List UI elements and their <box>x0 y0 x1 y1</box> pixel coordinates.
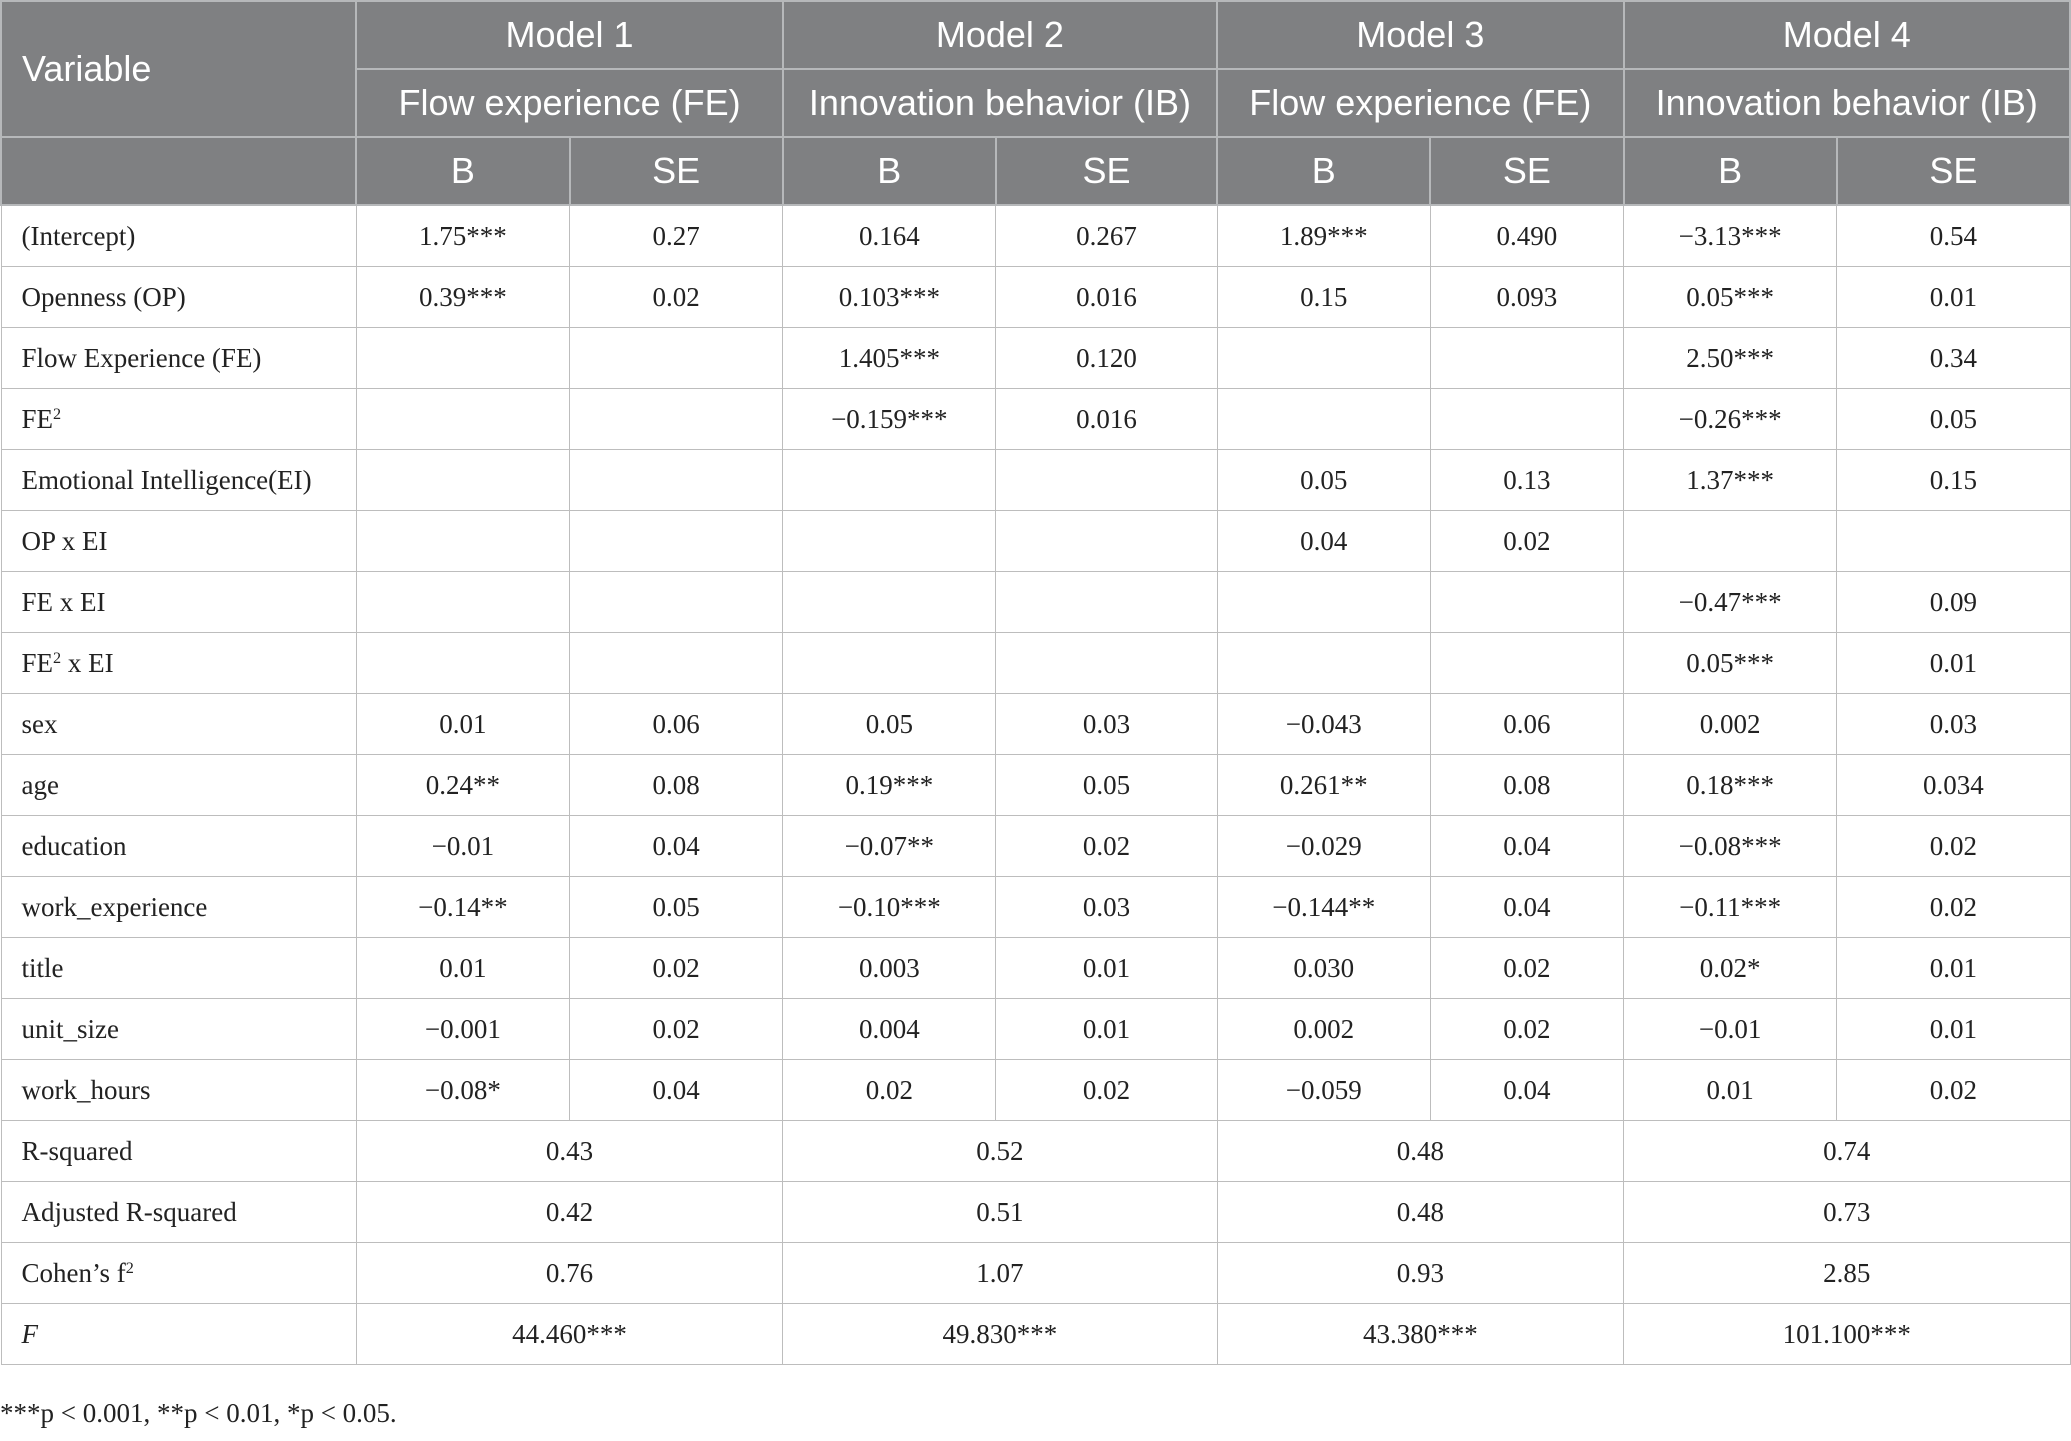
variable-label <box>1 694 356 755</box>
table-row <box>1 450 2070 511</box>
model-2-se-cell: 0.05 <box>996 755 1217 816</box>
variable-label-text: Adjusted R-squared <box>21 1196 237 1227</box>
variable-label-suffix: x EI <box>61 647 114 678</box>
variable-label <box>1 267 356 328</box>
model-1-se-cell: 0.27 <box>570 205 783 267</box>
superscript: 2 <box>53 648 62 667</box>
model-2-b-cell <box>783 450 996 511</box>
variable-label-text: title <box>21 952 64 983</box>
variable-label-text: unit_size <box>21 1013 119 1044</box>
model-4-se-cell: 0.034 <box>1837 755 2070 816</box>
variable-label-text: Flow Experience (FE) <box>21 342 262 373</box>
model-1-b-cell: −0.14** <box>356 877 569 938</box>
model-4-se-cell: 0.01 <box>1837 633 2070 694</box>
table-row <box>1 999 2070 1060</box>
model-4-se-cell: 0.02 <box>1837 1060 2070 1121</box>
model-4-b-header: B <box>1624 137 1837 205</box>
model-2-b-cell: 0.19*** <box>783 755 996 816</box>
model-4-b-cell <box>1624 511 1837 572</box>
model-2-se-cell: 0.01 <box>996 938 1217 999</box>
model-1-b-cell <box>356 328 569 389</box>
model-2-fit-cell: 49.830*** <box>783 1304 1217 1365</box>
model-1-se-cell: 0.04 <box>570 816 783 877</box>
table-row <box>1 511 2070 572</box>
model-1-se-cell: 0.04 <box>570 1060 783 1121</box>
model-1-se-cell: 0.02 <box>570 267 783 328</box>
model-4-b-cell: 1.37*** <box>1624 450 1837 511</box>
variable-label-text: F <box>21 1318 38 1349</box>
model-2-b-cell: −0.159*** <box>783 389 996 450</box>
model-4-se-cell: 0.01 <box>1837 999 2070 1060</box>
table-row <box>1 633 2070 694</box>
variable-label <box>1 1243 356 1304</box>
variable-label <box>1 1182 356 1243</box>
model-2-se-cell: 0.016 <box>996 267 1217 328</box>
model-1-b-cell: 0.39*** <box>356 267 569 328</box>
model-4-se-cell: 0.54 <box>1837 205 2070 267</box>
variable-label-text: R-squared <box>21 1135 133 1166</box>
model-1-b-cell: −0.001 <box>356 999 569 1060</box>
model-3-se-cell: 0.13 <box>1430 450 1623 511</box>
model-1-se-cell <box>570 572 783 633</box>
model-2-fit-cell: 0.51 <box>783 1182 1217 1243</box>
model-4-b-cell: 0.002 <box>1624 694 1837 755</box>
model-4-se-header: SE <box>1837 137 2070 205</box>
header-row-stats <box>1 137 2070 205</box>
model-4-se-cell: 0.05 <box>1837 389 2070 450</box>
model-2-se-cell <box>996 450 1217 511</box>
model-4-fit-cell: 2.85 <box>1624 1243 2071 1304</box>
variable-label-text: (Intercept) <box>21 220 136 251</box>
variable-label <box>1 938 356 999</box>
model-1-se-cell <box>570 633 783 694</box>
model-1-b-header: B <box>356 137 569 205</box>
variable-label <box>1 205 356 267</box>
model-1-se-header: SE <box>570 137 783 205</box>
model-4-b-cell: 2.50*** <box>1624 328 1837 389</box>
model-4-b-cell: −3.13*** <box>1624 205 1837 267</box>
model-4-b-cell: −0.26*** <box>1624 389 1837 450</box>
table-row <box>1 694 2070 755</box>
model-2-b-cell: 0.05 <box>783 694 996 755</box>
model-4-b-cell: 0.02* <box>1624 938 1837 999</box>
model-4-se-cell: 0.09 <box>1837 572 2070 633</box>
model-4-header: Model 4 <box>1624 1 2071 69</box>
variable-label <box>1 877 356 938</box>
table-header <box>1 1 2070 205</box>
model-2-b-cell: 0.164 <box>783 205 996 267</box>
model-3-b-cell <box>1217 633 1430 694</box>
model-4-outcome: Innovation behavior (IB) <box>1624 69 2071 137</box>
variable-label-text: education <box>21 830 127 861</box>
model-4-b-cell: −0.08*** <box>1624 816 1837 877</box>
variable-label-text: Emotional Intelligence(EI) <box>21 464 312 495</box>
model-3-se-cell: 0.02 <box>1430 511 1623 572</box>
model-4-b-cell: 0.18*** <box>1624 755 1837 816</box>
model-1-se-cell <box>570 328 783 389</box>
model-1-se-cell <box>570 450 783 511</box>
table-body <box>1 205 2070 1365</box>
model-4-se-cell: 0.01 <box>1837 938 2070 999</box>
table-row <box>1 938 2070 999</box>
model-4-se-cell <box>1837 511 2070 572</box>
model-2-b-cell: −0.10*** <box>783 877 996 938</box>
table-row <box>1 389 2070 450</box>
variable-label <box>1 755 356 816</box>
model-3-b-cell <box>1217 572 1430 633</box>
variable-label-text: FE <box>21 403 54 434</box>
variable-label-text: work_experience <box>21 891 208 922</box>
model-2-se-cell: 0.267 <box>996 205 1217 267</box>
model-1-fit-cell: 0.76 <box>356 1243 782 1304</box>
model-1-se-cell: 0.05 <box>570 877 783 938</box>
model-2-fit-cell: 0.52 <box>783 1121 1217 1182</box>
model-2-se-cell: 0.016 <box>996 389 1217 450</box>
model-4-b-cell: −0.47*** <box>1624 572 1837 633</box>
model-3-fit-cell: 0.48 <box>1217 1182 1623 1243</box>
table-row <box>1 205 2070 267</box>
model-3-outcome: Flow experience (FE) <box>1217 69 1623 137</box>
model-1-b-cell: −0.01 <box>356 816 569 877</box>
model-2-b-cell: 0.004 <box>783 999 996 1060</box>
model-4-fit-cell: 0.74 <box>1624 1121 2071 1182</box>
model-3-b-cell: 0.15 <box>1217 267 1430 328</box>
variable-label <box>1 389 356 450</box>
model-2-se-header: SE <box>996 137 1217 205</box>
variable-label-text: FE <box>21 647 54 678</box>
model-1-b-cell <box>356 633 569 694</box>
model-3-fit-cell: 43.380*** <box>1217 1304 1623 1365</box>
table-row <box>1 267 2070 328</box>
table-row <box>1 1243 2070 1304</box>
variable-label <box>1 511 356 572</box>
model-1-fit-cell: 0.43 <box>356 1121 782 1182</box>
model-3-se-cell: 0.02 <box>1430 999 1623 1060</box>
model-4-se-cell: 0.02 <box>1837 816 2070 877</box>
model-3-b-cell: 0.261** <box>1217 755 1430 816</box>
superscript: 2 <box>53 404 62 423</box>
model-1-se-cell: 0.06 <box>570 694 783 755</box>
model-3-b-cell: 0.04 <box>1217 511 1430 572</box>
model-3-se-header: SE <box>1430 137 1623 205</box>
model-1-b-cell <box>356 572 569 633</box>
variable-label <box>1 633 356 694</box>
model-4-fit-cell: 0.73 <box>1624 1182 2071 1243</box>
model-4-se-cell: 0.15 <box>1837 450 2070 511</box>
model-4-b-cell: 0.01 <box>1624 1060 1837 1121</box>
model-2-se-cell <box>996 633 1217 694</box>
model-1-fit-cell: 0.42 <box>356 1182 782 1243</box>
model-4-se-cell: 0.01 <box>1837 267 2070 328</box>
model-2-b-cell: 0.103*** <box>783 267 996 328</box>
variable-label-text: sex <box>21 708 58 739</box>
model-3-b-cell: −0.144** <box>1217 877 1430 938</box>
variable-label <box>1 450 356 511</box>
model-1-b-cell: 0.24** <box>356 755 569 816</box>
model-3-se-cell: 0.08 <box>1430 755 1623 816</box>
model-3-b-cell: −0.043 <box>1217 694 1430 755</box>
variable-label <box>1 1304 356 1365</box>
variable-label-text: OP x EI <box>21 525 108 556</box>
variable-label <box>1 999 356 1060</box>
model-2-se-cell <box>996 572 1217 633</box>
header-row-models <box>1 1 2070 69</box>
model-3-fit-cell: 0.93 <box>1217 1243 1623 1304</box>
table-row <box>1 877 2070 938</box>
model-2-b-cell <box>783 633 996 694</box>
model-2-b-cell: 0.02 <box>783 1060 996 1121</box>
model-2-b-cell <box>783 572 996 633</box>
table-row <box>1 1182 2070 1243</box>
model-2-se-cell: 0.03 <box>996 694 1217 755</box>
variable-label <box>1 1060 356 1121</box>
model-3-b-cell <box>1217 389 1430 450</box>
variable-label <box>1 816 356 877</box>
model-2-outcome: Innovation behavior (IB) <box>783 69 1217 137</box>
variable-label <box>1 1121 356 1182</box>
model-3-b-cell: 0.002 <box>1217 999 1430 1060</box>
model-3-se-cell: 0.490 <box>1430 205 1623 267</box>
model-4-se-cell: 0.03 <box>1837 694 2070 755</box>
model-3-se-cell <box>1430 633 1623 694</box>
variable-label-text: work_hours <box>21 1074 151 1105</box>
model-2-se-cell: 0.120 <box>996 328 1217 389</box>
model-3-b-header: B <box>1217 137 1430 205</box>
table-row <box>1 1304 2070 1365</box>
variable-header: Variable <box>1 1 356 137</box>
model-2-fit-cell: 1.07 <box>783 1243 1217 1304</box>
model-1-fit-cell: 44.460*** <box>356 1304 782 1365</box>
model-1-se-cell: 0.02 <box>570 999 783 1060</box>
model-3-se-cell: 0.04 <box>1430 816 1623 877</box>
model-1-header: Model 1 <box>356 1 782 69</box>
model-1-se-cell <box>570 389 783 450</box>
table-row <box>1 1121 2070 1182</box>
model-4-b-cell: −0.01 <box>1624 999 1837 1060</box>
significance-footnote: ***p < 0.001, **p < 0.01, *p < 0.05. <box>0 1398 397 1428</box>
variable-label <box>1 328 356 389</box>
variable-label <box>1 572 356 633</box>
model-2-b-cell: −0.07** <box>783 816 996 877</box>
model-3-fit-cell: 0.48 <box>1217 1121 1623 1182</box>
table-row <box>1 1060 2070 1121</box>
model-4-se-cell: 0.34 <box>1837 328 2070 389</box>
model-3-b-cell: 0.030 <box>1217 938 1430 999</box>
table-row <box>1 572 2070 633</box>
model-2-se-cell: 0.01 <box>996 999 1217 1060</box>
model-2-se-cell: 0.02 <box>996 816 1217 877</box>
model-1-b-cell: −0.08* <box>356 1060 569 1121</box>
model-3-se-cell: 0.06 <box>1430 694 1623 755</box>
variable-header-spacer <box>1 137 356 205</box>
model-1-b-cell: 0.01 <box>356 694 569 755</box>
model-1-b-cell <box>356 389 569 450</box>
model-2-se-cell: 0.03 <box>996 877 1217 938</box>
model-3-se-cell <box>1430 572 1623 633</box>
model-1-se-cell: 0.02 <box>570 938 783 999</box>
model-2-b-header: B <box>783 137 996 205</box>
model-4-b-cell: 0.05*** <box>1624 633 1837 694</box>
model-3-se-cell: 0.04 <box>1430 1060 1623 1121</box>
model-3-b-cell: 0.05 <box>1217 450 1430 511</box>
variable-label-text: FE x EI <box>21 586 106 617</box>
model-1-b-cell <box>356 511 569 572</box>
model-2-b-cell: 1.405*** <box>783 328 996 389</box>
model-2-b-cell: 0.003 <box>783 938 996 999</box>
model-4-b-cell: −0.11*** <box>1624 877 1837 938</box>
table-row <box>1 755 2070 816</box>
model-1-b-cell: 0.01 <box>356 938 569 999</box>
table-row <box>1 816 2070 877</box>
model-1-b-cell: 1.75*** <box>356 205 569 267</box>
model-3-header: Model 3 <box>1217 1 1623 69</box>
model-1-b-cell <box>356 450 569 511</box>
model-1-se-cell: 0.08 <box>570 755 783 816</box>
table-row <box>1 328 2070 389</box>
model-2-b-cell <box>783 511 996 572</box>
variable-label-text: Openness (OP) <box>21 281 186 312</box>
model-4-fit-cell: 101.100*** <box>1624 1304 2071 1365</box>
model-4-se-cell: 0.02 <box>1837 877 2070 938</box>
model-3-b-cell: −0.029 <box>1217 816 1430 877</box>
model-3-se-cell: 0.04 <box>1430 877 1623 938</box>
model-3-b-cell <box>1217 328 1430 389</box>
model-3-se-cell: 0.02 <box>1430 938 1623 999</box>
model-3-b-cell: 1.89*** <box>1217 205 1430 267</box>
model-3-se-cell <box>1430 389 1623 450</box>
model-2-se-cell <box>996 511 1217 572</box>
model-3-b-cell: −0.059 <box>1217 1060 1430 1121</box>
model-3-se-cell: 0.093 <box>1430 267 1623 328</box>
model-2-header: Model 2 <box>783 1 1217 69</box>
model-3-se-cell <box>1430 328 1623 389</box>
model-2-se-cell: 0.02 <box>996 1060 1217 1121</box>
model-1-outcome: Flow experience (FE) <box>356 69 782 137</box>
variable-label-text: Cohen’s f <box>21 1257 126 1288</box>
model-1-se-cell <box>570 511 783 572</box>
superscript: 2 <box>125 1258 134 1277</box>
variable-label-text: age <box>21 769 59 800</box>
model-4-b-cell: 0.05*** <box>1624 267 1837 328</box>
